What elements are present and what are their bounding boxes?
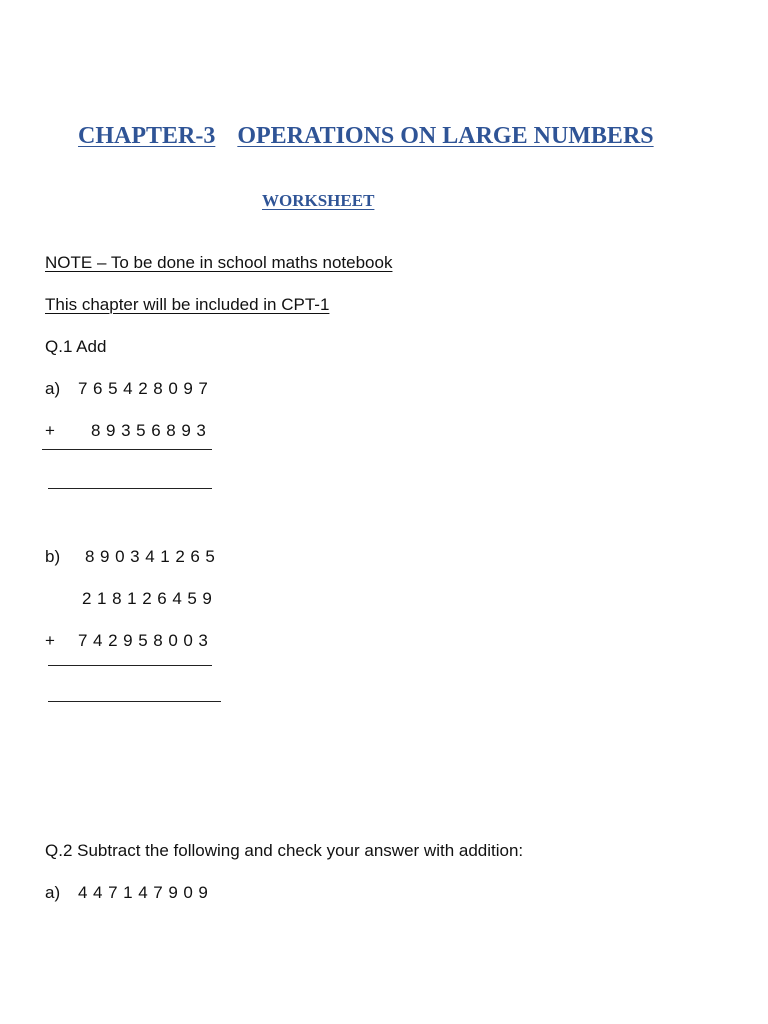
q1a-operator: + <box>45 421 55 440</box>
worksheet-subtitle <box>248 191 374 211</box>
note-text: NOTE – To be done in school maths notebook <box>45 253 393 272</box>
q1b-operator: + <box>45 631 55 650</box>
q1b-number2: 218126459 <box>82 589 218 608</box>
q1a-label: a) <box>45 379 61 398</box>
chapter-title <box>45 123 654 150</box>
q1b-answer-line <box>48 701 221 702</box>
q2-heading: Q.2 Subtract the following and check your answer with addition: <box>45 841 524 860</box>
q1a-number1: 765428097 <box>78 379 214 398</box>
q1a-sum-line <box>42 449 212 450</box>
worksheet-subtitle-text: WORKSHEET <box>262 191 375 210</box>
q1b-label: b) <box>45 547 61 566</box>
chapter-label: CHAPTER-3 <box>78 123 216 149</box>
q1-heading: Q.1 Add <box>45 337 107 356</box>
q2a-label: a) <box>45 883 61 902</box>
q1a-answer-line <box>48 488 212 489</box>
inclusion-text: This chapter will be included in CPT-1 <box>45 295 330 314</box>
q2a-number1: 447147909 <box>78 883 214 902</box>
q1b-sum-line <box>48 665 212 666</box>
chapter-name: OPERATIONS ON LARGE NUMBERS <box>237 123 654 149</box>
q1b-number3: 742958003 <box>78 631 214 650</box>
q1a-number2: 89356893 <box>91 421 212 440</box>
q1b-number1: 890341265 <box>85 547 221 566</box>
